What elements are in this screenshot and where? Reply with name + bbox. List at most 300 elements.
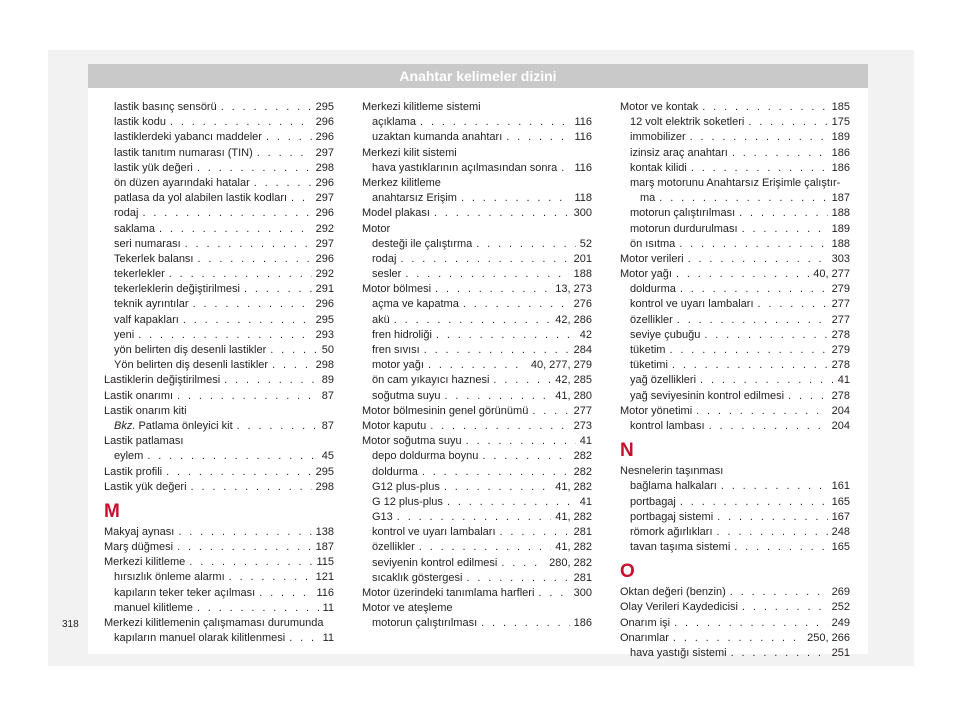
leader-dots	[244, 282, 312, 297]
leader-dots	[159, 222, 312, 237]
entry-term: fren sıvısı	[372, 344, 420, 356]
index-subentry	[620, 358, 850, 373]
index-subentry	[620, 646, 850, 661]
index-subentry	[104, 237, 334, 252]
entry-term: fren hidroliği	[372, 328, 432, 341]
entry-term: anahtarsız Erişim	[372, 192, 457, 205]
index-entry	[104, 555, 334, 570]
page-reference: 303	[831, 252, 850, 265]
index-subentry	[362, 161, 592, 176]
page-reference: 298	[315, 359, 334, 372]
entry-term: portbagaj sistemi	[630, 510, 714, 523]
leader-dots	[420, 115, 570, 130]
index-entry	[620, 616, 850, 631]
entry-term: yağ seviyesinin kontrol edilmesi	[630, 389, 785, 402]
index-column-3	[620, 100, 850, 661]
leader-dots	[709, 419, 828, 434]
leader-dots	[676, 267, 809, 282]
page-reference: 188	[573, 268, 592, 281]
page-reference: 295	[315, 101, 334, 113]
entry-term: soğutma suyu	[372, 389, 441, 402]
page-reference: 41, 282	[555, 511, 592, 524]
leader-dots	[739, 206, 828, 221]
leader-dots	[291, 191, 312, 206]
index-subentry	[620, 419, 850, 434]
entry-term: kontrol lambası	[630, 419, 705, 432]
page-reference: 87	[321, 389, 334, 402]
page-reference: 116	[316, 586, 334, 599]
page-reference: 186	[831, 161, 850, 174]
entry-term: tüketim	[630, 344, 666, 356]
index-subentry	[104, 206, 334, 221]
index-subentry	[620, 222, 850, 237]
entry-term: Merkezi kilitleme	[104, 556, 186, 569]
page-reference: 42, 285	[555, 374, 592, 387]
leader-dots	[224, 373, 318, 388]
index-subentry	[104, 146, 334, 161]
page-reference: 41	[579, 495, 592, 508]
index-entry	[104, 465, 334, 480]
page-reference: 280, 282	[549, 556, 592, 569]
leader-dots	[197, 161, 312, 176]
index-subentry	[104, 328, 334, 343]
leader-dots	[436, 328, 576, 343]
index-subentry	[104, 130, 334, 145]
entry-term: lastik basınç sensörü	[114, 101, 217, 113]
index-subentry	[362, 328, 592, 343]
leader-dots	[500, 525, 570, 540]
page-reference: 204	[831, 419, 850, 432]
entry-term: saklama	[114, 222, 155, 235]
entry-term: Merkezi kilit sistemi	[362, 146, 457, 159]
page-reference: 277	[831, 298, 850, 311]
leader-dots	[501, 556, 545, 571]
page-reference: 296	[315, 131, 334, 144]
page-reference: 41, 280	[555, 389, 592, 402]
index-subentry	[104, 601, 334, 616]
page-reference: 300	[573, 207, 592, 220]
index-subentry	[104, 449, 334, 464]
page-reference: 161	[831, 480, 850, 493]
index-subentry	[104, 222, 334, 237]
section-letter: M	[104, 500, 120, 522]
page-reference: 13, 273	[555, 283, 592, 296]
page-reference: 279	[831, 344, 850, 356]
page-reference: 165	[831, 541, 850, 554]
entry-term: yeni	[114, 328, 135, 341]
leader-dots	[561, 161, 570, 176]
index-entry	[620, 585, 850, 600]
entry-term: Motor ve ateşleme	[362, 602, 453, 615]
index-subentry	[362, 130, 592, 145]
index-subentry	[104, 282, 334, 297]
entry-term: depo doldurma boynu	[372, 450, 479, 463]
leader-dots	[748, 115, 827, 130]
leader-dots	[447, 495, 576, 510]
page-reference: 41, 282	[555, 480, 592, 493]
page-reference: 292	[315, 268, 334, 281]
entry-term: özellikler	[372, 541, 415, 554]
index-subentry	[362, 525, 592, 540]
page-reference: 118	[574, 192, 592, 205]
entry-term: Tekerlek balansı	[114, 252, 194, 265]
entry-term: akü	[372, 313, 390, 326]
entry-term: patlasa da yol alabilen lastik kodları	[114, 192, 288, 205]
entry-term: Nesnelerin taşınması	[620, 465, 724, 478]
entry-term: hava yastıklarının açılmasından sonra	[372, 161, 558, 174]
page-reference: 89	[321, 374, 334, 387]
index-column-2	[362, 100, 592, 632]
page-reference: 297	[315, 237, 334, 250]
index-subentry	[104, 586, 334, 601]
index-entry	[362, 222, 592, 237]
page-reference: 165	[831, 495, 850, 508]
page-reference: 204	[831, 404, 850, 417]
index-entry	[362, 146, 592, 161]
index-entry	[104, 389, 334, 404]
page-reference: 250, 266	[807, 631, 850, 644]
leader-dots	[394, 313, 552, 328]
index-subentry	[104, 570, 334, 585]
leader-dots	[424, 343, 570, 358]
leader-dots	[734, 540, 827, 555]
entry-term: 12 volt elektrik soketleri	[630, 116, 745, 129]
entry-term: lastik tanıtım numarası (TIN)	[114, 146, 253, 159]
index-subentry	[104, 100, 334, 115]
leader-dots	[400, 252, 569, 267]
entry-term: Motor soğutma suyu	[362, 435, 462, 448]
entry-term: motorun çalıştırılması	[630, 207, 736, 220]
entry-term: valf kapakları	[114, 313, 179, 326]
entry-term: Motor yönetimi	[620, 404, 693, 417]
entry-term: Motor bölmesinin genel görünümü	[362, 404, 529, 417]
entry-term: doldurma	[630, 283, 676, 296]
entry-term: yağ özellikleri	[630, 374, 697, 387]
entry-term: hırsızlık önleme alarmı	[114, 571, 225, 584]
page-number: 318	[62, 619, 79, 630]
page-reference: 249	[831, 616, 850, 629]
leader-dots	[704, 328, 827, 343]
section-letter: O	[620, 561, 635, 583]
index-subentry	[362, 373, 592, 388]
entry-term: rodaj	[114, 207, 139, 220]
leader-dots	[731, 646, 828, 661]
index-subentry	[620, 540, 850, 555]
entry-term: kapıların manuel olarak kilitlenmesi	[114, 632, 286, 645]
page-reference: 281	[573, 571, 592, 584]
entry-term: Onarım işi	[620, 616, 671, 629]
entry-term: G12 plus-plus	[372, 480, 440, 493]
index-entry	[104, 404, 334, 419]
entry-term: motor yağı	[372, 359, 424, 372]
entry-term: seri numarası	[114, 237, 181, 250]
entry-term: teknik ayrıntılar	[114, 298, 189, 311]
index-subentry	[362, 313, 592, 328]
page-reference: 87	[321, 419, 334, 432]
index-entry	[362, 206, 592, 221]
entry-term: hava yastığı sistemi	[630, 647, 727, 659]
index-subentry	[620, 373, 850, 388]
index-entry	[620, 404, 850, 419]
page-reference: 293	[315, 328, 334, 341]
entry-term: lastik kodu	[114, 116, 166, 129]
page-reference: 116	[574, 161, 592, 174]
index-subentry	[104, 267, 334, 282]
entry-term: sıcaklık göstergesi	[372, 571, 463, 584]
index-subentry	[362, 571, 592, 586]
leader-dots	[700, 373, 834, 388]
index-subentry	[362, 510, 592, 525]
page-title: Anahtar kelimeler dizini	[399, 68, 557, 84]
page-reference: 296	[315, 252, 334, 265]
index-subentry	[104, 343, 334, 358]
entry-term: sesler	[372, 268, 402, 281]
leader-dots	[191, 480, 312, 495]
leader-dots	[717, 525, 828, 540]
entry-term: lastik yük değeri	[114, 161, 193, 174]
leader-dots	[272, 358, 312, 373]
leader-dots	[677, 313, 828, 328]
leader-dots	[482, 449, 569, 464]
leader-dots	[742, 600, 828, 615]
index-subentry	[362, 389, 592, 404]
leader-dots	[254, 176, 312, 191]
entry-term: portbagaj	[630, 495, 676, 508]
page-reference: 297	[315, 146, 334, 159]
index-subentry	[104, 115, 334, 130]
page-reference: 121	[315, 571, 334, 584]
entry-term: rodaj	[372, 252, 397, 265]
entry-term: Motor	[362, 222, 391, 235]
index-subentry	[620, 161, 850, 176]
index-subentry	[620, 313, 850, 328]
leader-dots	[142, 206, 311, 221]
page-reference: 298	[315, 480, 334, 493]
entry-term: römork ağırlıkları	[630, 525, 713, 538]
entry-term: Motor yağı	[620, 268, 672, 281]
entry-term: motorun durdurulması	[630, 222, 738, 235]
page-reference: 115	[316, 556, 334, 569]
page-reference: 189	[831, 131, 850, 144]
index-subentry	[362, 343, 592, 358]
page-reference: 50	[321, 344, 334, 356]
leader-dots	[178, 525, 311, 540]
leader-dots	[435, 282, 551, 297]
leader-dots	[229, 570, 312, 585]
index-subentry	[362, 449, 592, 464]
entry-term: ma	[640, 192, 656, 205]
page-reference: 295	[315, 313, 334, 326]
leader-dots	[444, 389, 551, 404]
index-entry	[620, 267, 850, 282]
page-reference: 296	[315, 298, 334, 311]
entry-term: Merkezi kilitlemenin çalışmaması durumunda	[104, 617, 324, 629]
page-reference: 52	[579, 237, 592, 250]
leader-dots	[532, 404, 569, 419]
leader-dots	[170, 115, 312, 130]
index-subentry	[104, 191, 334, 206]
page-reference: 297	[315, 192, 334, 205]
leader-dots	[679, 237, 827, 252]
leader-dots	[758, 297, 828, 312]
page-reference: 11	[322, 601, 334, 614]
leader-dots	[428, 358, 527, 373]
leader-dots	[237, 419, 318, 434]
leader-dots	[259, 586, 312, 601]
entry-term: Onarımlar	[620, 631, 669, 644]
page-reference: 116	[574, 131, 592, 144]
leader-dots	[193, 297, 312, 312]
index-subentry	[104, 419, 334, 434]
index-subentry	[362, 465, 592, 480]
entry-term: kapıların teker teker açılması	[114, 586, 256, 599]
entry-term: kontrol ve uyarı lambaları	[372, 526, 496, 539]
page-reference: 45	[321, 450, 334, 463]
page-reference: 188	[831, 237, 850, 250]
index-subentry	[620, 206, 850, 221]
leader-dots	[659, 191, 827, 206]
entry-text	[114, 419, 233, 434]
leader-dots	[732, 146, 828, 161]
entry-term: marş motorunu Anahtarsız Erişimle çalıştır-	[630, 176, 841, 189]
index-entry	[620, 100, 850, 115]
index-subentry	[362, 237, 592, 252]
leader-dots	[397, 510, 552, 525]
leader-dots	[419, 540, 552, 555]
index-entry	[362, 586, 592, 601]
page-reference: 269	[831, 586, 850, 599]
leader-dots	[197, 601, 319, 616]
entry-term: G 12 plus-plus	[372, 495, 443, 508]
leader-dots	[466, 434, 576, 449]
entry-term: Lastik profili	[104, 465, 163, 478]
entry-term: izinsiz araç anahtarı	[630, 146, 728, 159]
entry-term: özellikler	[630, 313, 673, 326]
index-subentry	[620, 191, 850, 206]
page-reference: 42, 286	[555, 313, 592, 326]
entry-term: eylem	[114, 450, 144, 463]
page-reference: 201	[573, 252, 592, 265]
leader-dots	[730, 585, 828, 600]
page-reference: 186	[573, 617, 592, 630]
leader-dots	[430, 419, 569, 434]
leader-dots	[690, 130, 828, 145]
leader-dots	[147, 449, 317, 464]
leader-dots	[742, 222, 828, 237]
leader-dots	[481, 616, 570, 631]
page-reference: 279	[831, 283, 850, 296]
index-subentry	[362, 191, 592, 206]
index-subentry	[620, 297, 850, 312]
leader-dots	[506, 130, 570, 145]
index-column-1	[104, 100, 334, 646]
index-subentry	[620, 525, 850, 540]
entry-term: Lastiklerin değiştirilmesi	[104, 374, 221, 387]
page-reference: 291	[315, 283, 334, 296]
entry-term: açma ve kapatma	[372, 298, 459, 311]
leader-dots	[466, 571, 569, 586]
leader-dots	[688, 252, 828, 267]
leader-dots	[189, 555, 312, 570]
page-reference: 41	[579, 435, 592, 448]
entry-term: immobilizer	[630, 131, 686, 144]
index-subentry	[362, 540, 592, 555]
page-reference: 186	[831, 146, 850, 159]
index-entry	[620, 464, 850, 479]
leader-dots	[257, 146, 312, 161]
entry-term: Marş düğmesi	[104, 541, 174, 554]
index-subentry	[620, 282, 850, 297]
leader-dots	[669, 343, 827, 358]
page-reference: 278	[831, 328, 850, 341]
entry-term: bağlama halkaları	[630, 480, 717, 493]
page-reference: 41, 282	[555, 541, 592, 554]
leader-dots	[166, 465, 312, 480]
leader-dots	[717, 510, 827, 525]
page-reference: 296	[315, 207, 334, 220]
entry-term: yön belirten diş desenli lastikler	[114, 344, 267, 356]
entry-term: seviye çubuğu	[630, 328, 701, 341]
entry-term: desteği ile çalıştırma	[372, 237, 473, 250]
page-reference: 296	[315, 176, 334, 189]
leader-dots	[185, 237, 312, 252]
leader-dots	[702, 100, 827, 115]
entry-term: seviyenin kontrol edilmesi	[372, 556, 498, 569]
index-subentry	[104, 252, 334, 267]
entry-term: tekerlekler	[114, 268, 165, 281]
entry-term: Olay Verileri Kaydedicisi	[620, 601, 738, 614]
entry-term: Merkezi kilitleme sistemi	[362, 101, 481, 113]
index-entry	[620, 631, 850, 646]
index-entry	[362, 434, 592, 449]
page-reference: 292	[315, 222, 334, 235]
index-subentry	[104, 297, 334, 312]
entry-term: lastiklerdeki yabancı maddeler	[114, 131, 262, 144]
leader-dots	[138, 328, 311, 343]
page-reference: 282	[573, 465, 592, 478]
page-reference: 251	[831, 647, 850, 659]
page-reference: 42	[579, 328, 592, 341]
index-subentry	[104, 161, 334, 176]
entry-term: Patlama önleyici kit	[138, 419, 233, 432]
page-reference: 284	[573, 344, 592, 356]
index-entry	[362, 601, 592, 616]
entry-term: motorun çalıştırılması	[372, 617, 478, 630]
page-reference: 277	[573, 404, 592, 417]
leader-dots	[788, 389, 828, 404]
page-reference: 252	[831, 601, 850, 614]
index-subentry	[104, 176, 334, 191]
leader-dots	[691, 161, 828, 176]
entry-term: Oktan değeri (benzin)	[620, 586, 726, 599]
index-subentry	[362, 267, 592, 282]
page-reference: 277	[831, 313, 850, 326]
index-subentry	[362, 480, 592, 495]
entry-term: G13	[372, 511, 393, 524]
leader-dots	[680, 282, 828, 297]
leader-dots	[476, 237, 575, 252]
page-reference: 298	[315, 161, 334, 174]
index-subentry	[362, 556, 592, 571]
entry-term: Yön belirten diş desenli lastikler	[114, 359, 269, 372]
page-reference: 138	[315, 525, 334, 538]
page-reference: 175	[831, 116, 850, 129]
index-entry	[362, 100, 592, 115]
leader-dots	[680, 495, 828, 510]
entry-term: Lastik yük değeri	[104, 480, 187, 493]
leader-dots	[289, 631, 318, 646]
entry-term: Model plakası	[362, 207, 430, 220]
